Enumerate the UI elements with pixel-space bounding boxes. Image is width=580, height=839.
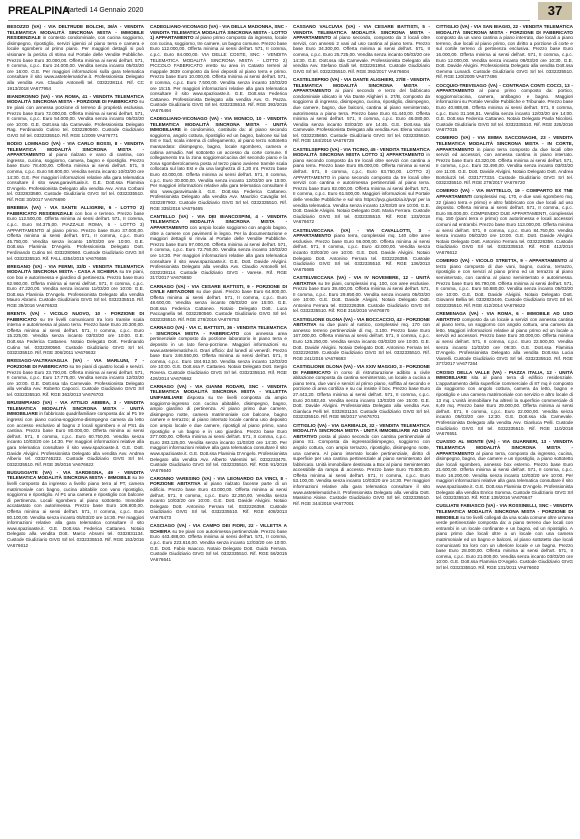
listing-heading: BODIO LOMNAGO (VA) - VIA CARLO BOSSI, 8 - VENDITA TELEMATICA MODALITÀ SINCRONA MISTA - APPARTAMENTO bbox=[7, 141, 144, 158]
auction-listing bbox=[150, 116, 287, 211]
listing-body: al piano primo composto da: portico, soggiorno/cucina, camera, antibagno e bagno. Maggiori informazioni su Portale Vendite Pubbliche e Tribunale. Prezzo base Euro 40.888,68. Offerta minima ai sensi dell'art. 571, II comma, c.p.c. Euro 31.166,51. Vendita senza incanto 12/03/20 ore 14:00. G.E. Dott.ssa Federica Cattaneo. Notaio Delegato Paola Nicolosi. Custode Giudiziario GIVG Srl tel. 0332335510. Rif. RGE 325/2016 VA677015 bbox=[436, 88, 573, 133]
listing-body: con annessa area pertinenziale composto da porzione laboratorio in piano terra e deposito in un lato fieno-porzione. Maggiori informazioni su www.astetelematiche.it. Orari ufficio: dal lunedì al venerdì. Prezzo base Euro 246.550,00. Offerta minima ai sensi dell'art. 571, II comma, c.p.c. Euro 184.912,50. Vendita senza incanto 12/03/20 ore 10:00. G.E. Dott.ssa F. Cattaneo. Notaio Delegato Dott. Sergio Rovera. Custode Giudiziario GIVG Srl tel. 0332335510. Rif. RGE 426/2014 VA676662 bbox=[150, 330, 287, 381]
auction-listing bbox=[436, 311, 573, 367]
listing-heading: BRENTA (VA) - VICOLO NUOVO, 10 - PORZIONE DI FABBRICATO bbox=[7, 311, 144, 322]
listing-body: in fabbricato quadrifamiliare composta da: al P1 tre ingressi con piano cucina-soggiorno-disimpegno camera da letto con accesso esclusivo al bagno 2 locali sgombero e al PS1 da cantina. Prezzo base Euro 80.000,00. Offerta minima ai sensi dell'art. 571, II comma, c.p.c. Euro 60.750,00. Vendita senza incanto 10/03/20 ore 14:30. Per maggiori informazioni relative alla gara telematica consultare il sito www.spazioaste.it. G.E. Dott. Davide Alvigini. Professionista Delegato alla vendita Avv. Andrea Alberio tel. 0332746232. Custode Giudiziario GIVG Srl tel. 0332335510. Rif. RGE 39/2016 VA676622 bbox=[7, 411, 144, 467]
listing-heading: CASTELSEPRIO (VA) - VIA DANTE ALIGHIERI, 27/B - VENDITA TELEMATICA MODALITÀ SINCRONA MISTA - APPARTAMENTO bbox=[293, 76, 430, 94]
listing-heading: BUGUGGIATE (VA) - VIA SARDEGNA, 49 - VENDITA TELEMATICA MODALITÀ SINCRONA MISTA - IMMOBILE bbox=[7, 469, 144, 481]
listing-heading: CASTELSEPRIO (VA) - VIA TICINO, 45 - VENDITA TELEMATICA MODALITÀ SINCRONA MISTA LOTTO 1) APPARTAMENTO bbox=[293, 146, 430, 158]
column-1 bbox=[7, 24, 144, 834]
listing-body: al piano primo composto da ingresso, locale con cucina, soggiorno, tre camere, un bagno comune. Prezzo base Euro 112.000,00. Offerta minima ai sensi dell'art. 571, II comma, c.p.c. Euro 84.000,00. VIA DELLE COSTE, SNC - VENDITA TELEMATICA MODALITÀ SINCRONA MISTA - LOTTO 2) PICCOLO FABBRICATO eretto su area in Catasto terreni al mappale 3639 composto da lievi depositi al piano terra e primo. Prezzo base Euro 10.000,00. Offerta minima ai sensi dell'art. 571, II comma, c.p.c. Euro 7.500,00. Vendita senza incanto 10/03/20 ore 15:15. Per maggiori informazioni relative alla gara telematica consultare il sito www.spazioaste.it. G.E. Dott.ssa Federica Cattaneo. Professionista Delegato alla vendita Avv. G. Pazza. Custode Giudiziario GIVG Srl tel. 0332335510. Rif. RGE 393/2015 VA676494 bbox=[150, 35, 287, 113]
auction-listing bbox=[293, 77, 430, 144]
auction-listing bbox=[436, 188, 573, 255]
auction-listing bbox=[7, 94, 144, 139]
auction-listing bbox=[436, 258, 573, 308]
listing-heading: CARONNO VARESINO (VA) - VIA LEONARDO DA VINCI, 8 - PORZIONE ABITATIVA bbox=[150, 475, 287, 487]
listing-body: in piano secondo composto da tre locali oltre servizi con cantina a piano terra. Prezzo base Euro 85.000,00. Offerta minima ai sensi dell'art. 571, II comma, c.p.c. Euro 63.750,00. LOTTO 2) APPARTAMENTO in piano secondo composto da tre locali oltre servizi con cantina e autorimessa pertinenziali al piano terra. Prezzo base Euro 82.000,00. Offerta minima ai sensi dell'art. 571, II comma, c.p.c. Euro 61.500,00. Maggiori informazioni sul Portale delle Vendite Pubbliche e sul sito https://pvp.giustizia.it/pvp/ per la vendita telematica. Vendita senza incanto 12/03/20 ore 10:00. G.E. Dott. Davide Alvigini. Notaio Delegato Dott. Maria Ferrara. Custode Giudiziario GIVG Srl tel. 0332335510. Rif. RGE 133/2018 VA676672 bbox=[293, 152, 430, 225]
auction-listing bbox=[7, 470, 144, 548]
auction-listing bbox=[293, 423, 430, 507]
listing-body: piano terra, complessivi mq. 140 oltre aree esclusive. Prezzo base Euro 56.000,00. Offerta minima ai sensi dell'art. 571, II comma, c.p.c. Euro 42.000,00. Vendita senza incanto 03/03/20 ore 10:00. G.E. Dott. Davide Alvigini. Notaio Delegato Dott. Antonino Ferrara tel. 0332226359. Custode Giudiziario GIVG Srl tel. 0332335510. Rif. RGE 136/2013 VA676685 bbox=[293, 233, 430, 272]
listing-heading: BREGANO (VA) - VIA FERMI, 33/D - VENDITA TELEMATICA MODALITÀ SINCRONA MISTA - CASA A SCHIERA bbox=[7, 263, 144, 275]
listing-body: complessivi mq. 170, e due vani sgombero mq. 22 (piano terra e primo) e altro fabbricato con due locali ad uso deposito. Offerta minima ai sensi dell'art. 571, II comma, c.p.c. Euro 85.000,00. COMPENDIO DUE APPARTAMENTI, complessivi mq. 150 (piani terra e primo) con autorimessa e locali accessori comuni ad entrambi. Prezzo base Euro 113.000,00. Offerta minima ai sensi dell'art. 571, II comma, c.p.c. Euro 84.750,00. Vendita senza incanto 05/03/20 ore 10:00. G.E. Dott. Davide Alvigini. Notaio Delegato Dott. Antonino Ferrara tel. 0332226359. Custode Giudiziario GIVG Srl tel. 0332335510. Rif. RGE 412/2014 VA676612 bbox=[436, 194, 573, 255]
listing-body: su tre piani, con box e autorimessa e giardino di pertinenza. Prezzo base Euro 62.960,00. Offerta minima ai sensi dell'art. 571, II comma, c.p.c. Euro 47.220,00. Vendita senza incanto 11/03/20 ore 10:00. G.E. Dott.ssa Flaminia D'Angelo. Professionista Delegato alla vendita Mauro Abrami. Custode Giudiziario GIVG Srl tel. 0332335510. Rif. RGE 39/2016 VA676533 bbox=[7, 269, 144, 308]
auction-listing bbox=[150, 214, 287, 281]
listing-heading: BIANDRONNO (VA) - VIA ROMA, 41 - VENDITA TELEMATICA MODALITÀ SINCRONA MISTA - PORZIONE DI FABBRICATO bbox=[7, 93, 144, 105]
header-divider bbox=[8, 20, 530, 21]
newspaper-logo: PREALPINA bbox=[8, 5, 70, 17]
listing-body: al terzo piano composto di due vani, bagno, cucina, terrazzo, ripostiglio e con servizi al piano primo ed un terrazzo al piano seminterrato, con cantina al piano seminterrato e autorimessa. Prezzo base Euro 66.790,00. Offerta minima ai sensi dell'art. 571, II comma, c.p.c. Euro 50.880,00. Vendita senza incanto 05/03/20 ore 10:00. G.E. Dott. Davide Alvigini. Notaio Delegato Dott. Giovanni Bellia tel. 0332823446. Custode Giudiziario GIVG Srl tel. 0332335510. Rif. RGE 412/2014 VA676622 bbox=[436, 258, 573, 308]
listing-body: composto da un locale a servizi con annessa cantina al piano terra, un soggiorno con angolo cottura, una camera da letto. Maggiori informazioni relative al piano primo ed un locale a servizi ed accessori. Prezzo base Euro 30.000,00. Offerta minima ai sensi dell'art. 571, II comma, c.p.c. Euro 22.500,00. Vendita senza incanto 11/03/20 ore 09:30. G.E. Dott.ssa Flaminia D'Angelo. Professionista Delegato alla vendita Dott.ssa Lucia Vianelli. Custode Giudiziario GIVG Srl tel. 0332335510. Rif. RGE 377/2017 VA677264 bbox=[436, 316, 573, 367]
auction-listing bbox=[293, 364, 430, 420]
auction-listing bbox=[7, 141, 144, 203]
listing-body: su tre piani, complessivi mq. 100, con aree esclusive. Prezzo base Euro 39.400,00. Offerta minima ai sensi dell'art. 571, II comma, c.p.c. Euro 29.850,00. Vendita senza incanto 05/03/20 ore 10:00. G.E. Dott. Davide Alvigini. Notaio Delegato Dott. Antonino Ferrara tel. 0332226359. Custode Giudiziario GIVG Srl tel. 0332335510. Rif. RGE 316/2016 VA676670 bbox=[293, 280, 430, 314]
masthead bbox=[0, 0, 580, 22]
auction-listing bbox=[7, 264, 144, 309]
listing-heading: CROSIO DELLA VALLE (VA) - PIAZZA ITALIA, 12 - UNITÀ IMMOBILIARE bbox=[436, 369, 573, 381]
auction-listing bbox=[150, 325, 287, 381]
auction-listing bbox=[7, 24, 144, 91]
column-3 bbox=[293, 24, 430, 834]
auction-listing bbox=[436, 24, 573, 80]
auction-listing bbox=[7, 358, 144, 397]
listing-heading: CARNAGO (VA) - VIA GIANNI RODARI, SNC - VENDITA TELEMATICA MODALITÀ SINCRONA MISTA - VILLETTA UNIFAMILIARE bbox=[150, 383, 287, 400]
auction-listing bbox=[293, 228, 430, 273]
auction-listing bbox=[293, 24, 430, 74]
auction-listing bbox=[436, 439, 573, 501]
listing-body: su due piani. Prezzo base Euro 64.800,00. Offerta minima ai sensi dell'art. 571, II comma, c.p.c. Euro 48.600,00. Vendita senza incanto 05/03/20 ore 15:00. G.E. Dott.ssa Federica Cattaneo. Notaio Delegato Dott. Luca Paccagnella tel. 0332280560. Custode Giudiziario GIVG Srl tel. 0332335510. Rif. RGE 278/2016 VA676753 bbox=[150, 289, 287, 323]
listing-heading: CUASSO AL MONTE (VA) - VIA GUARNERI, 13 - VENDITA TELEMATICA MODALITÀ SINCRONA MISTA - APPARTAMENTO bbox=[436, 439, 573, 456]
listing-heading: BREBBIA (VA) - VIA SANTE ALLIGRINI, 6 - LOTTO 2) FABBRICATO RESIDENZIALE bbox=[7, 205, 144, 216]
auction-listing bbox=[436, 135, 573, 185]
auction-listing bbox=[293, 275, 430, 314]
listing-body: al piano secondo, composto da 3 locali oltre servizi, con annessi 2 vani ad uso cantina al piano terra. Prezzo base Euro 34.300,00. Offerta minima ai sensi dell'art. 571, II comma, c.p.c. Euro 25.725,00. Vendita senza incanto 05/03/20 ore 14:30. G.E. Dott.ssa Ida Carnevale. Professionista Delegato alla vendita Avv. Stefano Gialli tel. 0332261954. Custode Giudiziario GIVG Srl tel. 0332335510. Rif. RGE 392/2017 VA676604 bbox=[293, 35, 430, 74]
auction-listing bbox=[150, 384, 287, 474]
listing-body: su tre livelli collegati da una scala comune oltre un'area verde pertinenziale composta da: a piano terreno due locali con entrambi in un locale confinante e un bagno, ed un ripostiglio. A piano primo due locali oltre a un locale con una camera matrimoniale ed un bagno e balconi, al piano sottotetto due locali comunicanti tra loro con un ulteriore locale e un bagno. Prezzo base Euro 28.000,00. Offerta minima ai sensi dell'art. 571, II comma, c.p.c. Euro 21.000,00. Vendita senza incanto 03/03/20 ore 10:00. G.E. Dott.ssa Flaminia D'Angelo. Custode Giudiziario GIVG Srl tel. 0332335510. Rif. RGE 131/2011 VA676602 bbox=[436, 514, 573, 570]
listing-body: in corso di ristrutturazione adibito a civile abitazione composta da cantina seminterrato, un locale a cucina a piano terra, due vani e servizi al primo piano, soffitta al secondo e porzione di area cortiliza e su cui insiste il box. Prezzo base Euro 27.443,20. Offerta minima ai sensi dell'art. 571, II comma, c.p.c. Euro 20.582,40. Vendita senza incanto 13/03/20 ore 15:00. G.E. Dott. Davide Alvigini. Professionista Delegato alla vendita Avv. Gianluca Pelli tel. 0332831134. Custode Giudiziario GIVG Srl tel. 0332335510. Rif. RGE 98/2017 VA676701 bbox=[293, 369, 430, 420]
listing-body: con box e terreno. Prezzo base Euro 112.500,00. Offerta minima ai sensi dell'art. 571, II comma, c.p.c. Euro 84.375,00. PIAZZALE ROMA, 6 - LOTTO 3) APPARTAMENTO al piano primo. Prezzo base Euro 37.000,00. Offerta minima ai sensi dell'art. 571, II comma, c.p.c. Euro 45.750,00. Vendita senza incanto 10/03/20 ore 10:00. G.E. Dott.ssa Flaminia D'Angelo. Professionista Delegato Dott. Ferdinando Cutino tel. 0332280560. Custode Giudiziario GIVG Srl tel. 0332335510. Rif. FALL 4354/2015 VA676655 bbox=[7, 210, 144, 261]
auction-listing bbox=[150, 523, 287, 562]
listing-body: al piano terra, composto da ingresso, cucina, disimpegno, bagno, due camere e un ripostiglio, a piano sottotetto due locali sgombero, annesso box esterno. Prezzo base Euro 21.600,00. Offerta minima ai sensi dell'art. 571, II comma, c.p.c. Euro 16.200,00. Vendita senza incanto 10/03/20 ore 10:00. Per maggiori informazioni relative alla gara telematica consultare il sito www.spazioaste.it. G.E. Dott.ssa Flaminia D'Angelo. Professionista Delegato alla vendita Enrico Somma. Custode Giudiziario GIVG Srl tel. 0332335510. Rif. RGE 139/2016 VA676647 bbox=[436, 450, 573, 501]
column-2 bbox=[150, 24, 287, 834]
listing-heading: COCQUIO-TREVISAGO (VA) - CONTRADA CONTI COCCI, 13 - APPARTAMENTO bbox=[436, 82, 573, 94]
auction-listing bbox=[150, 476, 287, 521]
listing-heading: CUGLIATE FABIASCO (VA) - VIA ROSSINELLI, SNC - VENDITA TELEMATICA MODALITÀ SINCRONA MISTA - PORZIONE DI IMMOBILE bbox=[436, 503, 573, 520]
listing-heading: BRISSAGO-VALTRAVAGLIA (VA) - VIA MARLUNI, 7 - PORZIONE DI FABBRICATO bbox=[7, 358, 144, 369]
listing-heading: CITTIGLIO (VA) - VIA SAN BIAGIO, 22 - VENDITA TELEMATICA MODALITÀ SINCRONA MISTA - PORZIONE DI FABBRICATO bbox=[436, 24, 573, 35]
issue-date: Martedì 14 Gennaio 2020 bbox=[64, 7, 144, 14]
listing-heading: BESOZZO (VA) - VIA DELTRUDE BOLCHI, 36/A - VENDITA TELEMATICA MODALITÀ SINCRONA MISTA - IMMOBILE RESIDENZIALE bbox=[7, 24, 144, 41]
page-number: 37 bbox=[538, 2, 572, 20]
auction-listing bbox=[436, 83, 573, 133]
listing-heading: CASTELVECCANA (VA) - VIA CAVALLOTTI, 3 - APPARTAMENTO bbox=[293, 227, 430, 239]
listing-heading: CADEGLIANO-VICONAGO (VA) - VIA MONICO, 10 - VENDITA TELEMATICA MODALITÀ SINCRONA MISTA - UNITÀ IMMOBILIARE bbox=[150, 116, 287, 133]
auction-listing bbox=[7, 311, 144, 356]
listing-body: al piano rialzato facente parte di un edificio. Prezzo base Euro 43.000,00. Offerta minima ai sensi dell'art. 571, II comma, c.p.c. Euro 32.250,00. Vendita senza incanto 10/03/20 ore 10:00. G.E. Dott. Davide Alvigini. Notaio Delegato Dott. Antonino Ferrara tel. 0332226359. Custode Giudiziario GIVG Srl tel. 0332335510. Rif. RGE 408/2013 VA676473 bbox=[150, 481, 287, 521]
listing-heading: CITTIGLIO (VA) - VIA GARIBALDI, 32 - VENDITA TELEMATICA MODALITÀ SINCRONA MISTA - UNITÀ IMMOBILIARE AD USO ABITATIVO bbox=[293, 422, 430, 439]
listing-heading: CASSANO VALCUVIA (VA) - VIA CESARE BATTISTI, 5 - VENDITA TELEMATICA MODALITÀ SINCRONA MISTA - APPARTAMENTO bbox=[293, 24, 430, 41]
auction-listing bbox=[293, 317, 430, 362]
listing-body: su tre piani con autorimessa pertinenziale. Prezzo base Euro 443.488,00. Offerta minima ai sensi dell'art. 571, II comma, c.p.c. Euro 223.616,00. Vendita senza incanto 12/03/20 ore 10:00. G.E. Dott. Fabio Isaacco. Notaio Delegato Dott. Guido Ferrara. Custode Giudiziario GIVG Srl tel. 0332335510. Rif. RGE 56/2015 VA676641 bbox=[150, 528, 287, 562]
listing-body: su tre livelli composto da ingresso a livello piano terra al PT, camera matrimoniale con bagno, cucina abitabile con vano ripostiglio, soggiorno e ripostiglio. Al P1 una camera e ripostiglio con balcone di pertinenza. Locali sgombero al piano sottotetto. Immobile accatastato con autorimessa. Prezzo base Euro 106.800,00. Offerta minima ai sensi dell'art. 571, II comma, c.p.c. Euro 80.100,00. Vendita senza incanto 05/03/20 ore 14:30. Per maggiori informazioni relative alla gara telematica consultare il sito www.spazioaste.it. G.E. Dott.ssa Federica Cattaneo. Notaio Delegato alla vendita Dott. Marco Abrami tel. 0332831134. Custode Giudiziario GIVG Srl tel. 0332335510. Rif. RGE 153/2016 VA676612 bbox=[7, 475, 144, 548]
listing-body: su tre piani con annessa porzione di terreno di proprietà esclusiva. Prezzo base Euro 72.000,00. Offerta minima ai sensi dell'art. 571, II comma, c.p.c. Euro 54.000,00. Vendita senza incanto 05/03/20 ore 10:00. G.E. Dott.ssa Ida Carnevale. Professionista Delegato Rag. Ferdinando Cutino tel. 0332280560. Custode Giudiziario GIVG Srl tel. 0332335510. Rif. RGE 1/2009 VA676771 bbox=[7, 99, 144, 138]
listing-body: sita al piano terra di edificio residenziale. L'appartamento della superficie commerciale di 87 mq è composto da soggiorno con angolo cottura, camera da letto, bagno e ripostiglio e una camera matrimoniale con servizio e altro locale di 13 mq. L'unità immobiliare ha altresì la superficie commerciale di 6,49 mq. Prezzo base Euro 29.000,00. Offerta minima ai sensi dell'art. 571, II comma, c.p.c. Euro 22.000,00. Vendita senza incanto 05/03/20 ore 12:30. G.E. Dott.ssa Ida Carnevale. Professionista Delegato alla vendita Avv. Gianluca Pelli. Custode Giudiziario GIVG Srl tel. 0332335510. Rif. RGE 110/2018 VA676551 bbox=[436, 375, 573, 437]
listing-heading: CANTELLO (VA) - VIA DEI BIANCOSPINI, 4 - VENDITA TELEMATICA MODALITÀ SINCRONA MISTA - APPARTAMENTO bbox=[150, 213, 287, 230]
listing-heading: CREMENAGA (VA) - VIA ROMA, 6 - IMMOBILE AD USO ABITATIVO bbox=[436, 311, 573, 322]
listing-body: in condominio, costituito da: al piano secondo soggiorno, angolo cottura, ripostiglio ed un bagno, balcone sui lati Est e Sud, scala interna di collegamento, al piano terzo sottotetto mansardato: disimpegno, bagno, locale sgombero, camera e cabina armadio. Nel sottotetto un accesso da corte comune. Il collegamento tra la zona soggiorno/cucina del secondo piano e la zona sgombero/camera posta al terzo piano avviene tramite scala collocata sul lato Est e da una larghezza di 1,20 mt. Prezzo base Euro 40.000,00. Offerta minima ai sensi dell'art. 571, II comma, c.p.c. Euro 30.000,00. Vendita senza incanto 12/03/20 ore 15:00. Per maggiori informazioni relative alla gara telematica consultare il sito www.garavirtuale.it. G.E. Dott.ssa Federica Cattaneo. Professionista Delegato alla vendita Avv. Maurizio Cavaglia tel. 0332287902. Custode Giudiziario GIVG Srl tel. 0332335510. Rif. RGE 335/2016 VA676465 bbox=[150, 127, 287, 211]
listing-body: su due piani al rustico, complessivi mq. 170 con annesso terreno pertinenziale di mq. 3.100. Prezzo base Euro 167.000,00. Offerta minima ai sensi dell'art. 571, II comma, c.p.c. Euro 125.250,00. Vendita senza incanto 03/03/20 ore 10:00. G.E. Dott. Davide Alvigini. Notaio Delegato Dott. Antonino Ferrara tel. 0332226359. Custode Giudiziario GIVG Srl tel. 0332335510. Rif. RGE 241/2016 VA676683 bbox=[293, 322, 430, 361]
auction-listing bbox=[150, 24, 287, 114]
classified-columns bbox=[7, 24, 573, 834]
listing-heading: CARNAGO (VA) - VIA C. BATTISTI, 36 - VENDITA TELEMATICA - SINCRONA MISTA - FABBRICATO bbox=[150, 325, 287, 336]
listing-body: composto da un vano cantina a piano interrato, due locali a piano terreno, due locali al piano primo, con diritto a porzione di corte e sul cortile terreno di pertinenza esclusiva. Prezzo base Euro 16.000,00. Offerta minima ai sensi dell'art. 571, II comma, c.p.c. Euro 12.000,00. Vendita senza incanto 09/03/20 ore 10:30. G.E. Dott. Davide Alvigini. Professionista Delegato alla vendita Dott.ssa Gemma Lunardi. Custode Giudiziario GIVG Srl tel. 0332335510. Rif. RGE 120/2009 VA677486 bbox=[436, 35, 573, 80]
listing-body: al piano rialzato e vano di cantina, con ingresso, cucina, soggiorno, camera, bagno e ripostiglio. Prezzo base Euro 78.400,00. Offerta minima ai sensi dell'art. 571, II comma, c.p.c. Euro 58.800,00. Vendita senza incanto 10/03/20 ore 14:30. G.E. Per maggiori informazioni relative alla gara telematica consultare il sito www.garavirtuale.it. G.E. Dott.ssa Flaminia D'Angelo. Professionista Delegato alla vendita Avv. Anna Corbani tel. 0332833580. Custode Giudiziario GIVG Srl tel. 0332335510. Rif. RGE 30/2017 VA676690 bbox=[7, 152, 144, 202]
listing-heading: CASTELVECCANA (VA) - VIA IV NOVEMBRE, 12 - UNITÀ ABITATIVA bbox=[293, 274, 430, 286]
auction-listing bbox=[436, 503, 573, 570]
auction-listing bbox=[436, 370, 573, 437]
listing-heading: CADEGLIANO-VICONAGO (VA) - VIA DELLA MADONNA, SNC - VENDITA TELEMATICA MODALITÀ SINCRONA MISTA - LOTTO 1) APPARTAMENTO bbox=[150, 24, 287, 41]
listing-heading: CASCIAGO (VA) - VIA CAMPO DEI FIORI, 22 - VILLETTA A SCHIERA bbox=[150, 523, 287, 534]
listing-body: su tre piani di quattro locali e servizi. Prezzo base Euro 23.700,00. Offerta minima ai sensi dell'art. 571, II comma, c.p.c. Euro 17.775,00. Vendita senza incanto 12/03/20 ore 10:00. G.E. Dott.ssa Ida Carnevale. Professionista Delegato alla vendita Avv. Roberto Capocci. Custode Giudiziario GIVG Srl tel. 0332335510. Rif. RGE 363/2013 VA676703 bbox=[7, 364, 144, 397]
auction-listing bbox=[150, 284, 287, 323]
listing-heading: COMERIO (VA) - VIA MATTELLO, 19 - COMPARTO EX TNE APPARTAMENTI bbox=[436, 188, 573, 199]
auction-listing bbox=[7, 400, 144, 467]
listing-body: disposta su tre livelli composta da ampio soggiorno-ingresso con cucina abitabile, disimpegno, bagno, ampio giardino di pertinenza. Al piano primo due camere, disimpegno notte, camera matrimoniale con balcone, bagno camere e terrazzo; al piano interrato locale cantina uso deposito con ampio locale e due camere, ripostigli al piano primo, vano ripostiglio e un bagno e in uso giardino. Prezzo base Euro 377.000,00. Offerta minima ai sensi dell'art. 571, II comma, c.p.c. Euro 283.125,00. Vendita senza incanto 11/03/20 ore 14:30. Per maggiori informazioni relative alla gara telematica consultare il sito www.spazioaste.it. G.E. Dott.ssa Flaminia D'Angelo. Professionista Delegato alla vendita Avv. Alberto Valentini tel. 0332233475. Custode Giudiziario GIVG Srl tel. 0332335510. Rif. RGE 91/2019 VA676640 bbox=[150, 394, 287, 473]
listing-body: con ampio locale soggiorno con angolo bagno, oltre a camere con pavimenti in legno. Per la documentazione e maggiori dettagli si rinvia al Portale delle Vendite Pubbliche. Prezzo base Euro 97.000,00. Offerta minima ai sensi dell'art. 571, II comma, c.p.c. Euro 72.750,00. Vendita senza incanto 10/03/20 ore 14:30. Per maggiori informazioni relative alla gara telematica consultare il sito www.spazioaste.it. G.E. Dott. Davide Alvigini. Professionista Delegato alla vendita Avv. Claudio Antonelli tel. 0332238114. Custode Giudiziario GIVG - Varese. Rif. RGE 317/2017 VA676650 bbox=[150, 224, 287, 281]
listing-heading: COMERIO (VA) - VICOLO STRETTA, 9 - APPARTAMENTO bbox=[436, 258, 568, 264]
listing-heading: CASTIGLIONE OLONA (VA) - VIA BOCCACCIO, 42 - PORZIONE ABITATIVA bbox=[293, 316, 430, 328]
listing-body: posta al piano secondo con cantina pertinenziale al piano S1. Composta da ingresso/disimpegno, soggiorno con angolo cottura, con ampio terrazzo, ripostiglio, disimpegno notte, una camera. Al piano interrato locale pertinenziale, diritto di superficie per una cantina pertinenziale al piano seminterrato del fabbricato. Unità immobiliare destinata a Box al piano Seminterrato accessibile da rampa di accesso. Prezzo base Euro 70.800,00. Offerta minima ai sensi dell'art. 571, II comma, c.p.c. Euro 53.100,00. Vendita senza incanto 10/03/20 ore 14:30. Per maggiori informazioni relative alla gara telematica consultare il sito www.astetelematiche.it. Professionista Delegato alla vendita Dott. Massimo Aloise. Custode Giudiziario GIVG Srl tel. 0332335510. Rif. RGE 344/2018 VA677001 bbox=[293, 433, 430, 506]
listing-heading: CASTIGLIONE OLONA (VA) - VIA XXIV MAGGIO, 3 - PORZIONE DI FABBRICATO bbox=[293, 364, 430, 375]
listing-body: in contesto condominiale, con cucina soggiorno, disimpegno, ripostiglio, servizi igienici al piano terra e camera e locale sgombero al primo piano. Per maggiori dettagli si può visionare la perizia di stima sul Portale delle Vendite Pubbliche. Prezzo base Euro 30.000,00. Offerta minima ai sensi dell'art. 571, II comma, c.p.c. Euro 24.000,00. Vendita senza incanto 05/03/20 ore 16:00. G.E. Per maggiori informazioni sulla gara telematica consultare il sito www.astetelematiche.it. Professionista Delegato alla vendita Avv. Claudio Antonelli tel. 0332238114. Rif. CC 1913/2018 VA677954 bbox=[7, 35, 144, 91]
listing-heading: CARNAGO (VA) - VIA CESARE BATTISTI, 9 - PORZIONE DI CIVILE ABITAZIONE bbox=[150, 283, 287, 295]
auction-listing bbox=[7, 205, 144, 261]
column-4 bbox=[436, 24, 573, 834]
listing-body: in piano terra composto da due locali oltre servizi ed accessori, con annessa cantina in piano interrato. Prezzo base Euro 43.320,00. Offerta minima ai sensi dell'art. 571, II comma, c.p.c. Euro 32.490,00. Vendita senza incanto 03/03/20 ore 11:00. G.E. Dott. Davide Alvigini. Notaio Delegato Dott. Andrea Bortoluzzi tel. 0331777334. Custode Giudiziario GIVG Srl tel. 0332335510. Rif. RGE 279/2017 VA676720 bbox=[436, 146, 573, 186]
listing-heading: BRUSIMPIANO (VA) - VIA ATTILIO ABBIBA, 3 - VENDITA TELEMATICA MODALITÀ SINCRONA MISTA - UNITÀ IMMOBILIARE bbox=[7, 400, 144, 417]
listing-heading: COMERIO (VA) - VIA EMMA SACCONAGHI, 23 - VENDITA TELEMATICA MODALITÀ SINCRONA MISTA - IN CORTE, APPARTAMENTO bbox=[436, 135, 573, 152]
auction-listing bbox=[293, 147, 430, 225]
listing-body: ai piani secondo e terzo del fabbricato condominiale ubicato in Via Dante Alighieri n. 27/B, composto da soggiorno di ingresso, disimpegno, cucina, ripostiglio, disimpegno, due camere, bagno, due balconi, cantina al piano seminterrato, autorimessa a piano terra. Prezzo base Euro 61.440,00. Offerta minima ai sensi dell'art. 571, II comma, c.p.c. Euro 46.080,00. Vendita senza incanto 03/03/20 ore 14:45. G.E. Dott.ssa Ida Carnevale. Professionista Delegato alla vendita Avv. Elena Vaccaro tel. 0332235650. Custode Giudiziario GIVG Srl tel. 0332335510. Rif. RGE 184/2016 VA676729 bbox=[293, 88, 430, 144]
listing-body: su tre livelli comunicanti tra loro tramite scala interna e autorimessa al piano terra. Prezzo base Euro 20.300,00. Offerta minima ai sensi dell'art. 571, II comma, c.p.c. Euro 15.225,00. Vendita senza incanto 03/03/20 ore 10:00. G.E. Dott.ssa Federica Cattaneo. Notaio Delegato Dott. Ferdinando Cutino tel. 0332280560. Custode Giudiziario GIVG Srl tel. 0332335510. Rif. RGE 306/2011 VA676632 bbox=[7, 316, 144, 356]
